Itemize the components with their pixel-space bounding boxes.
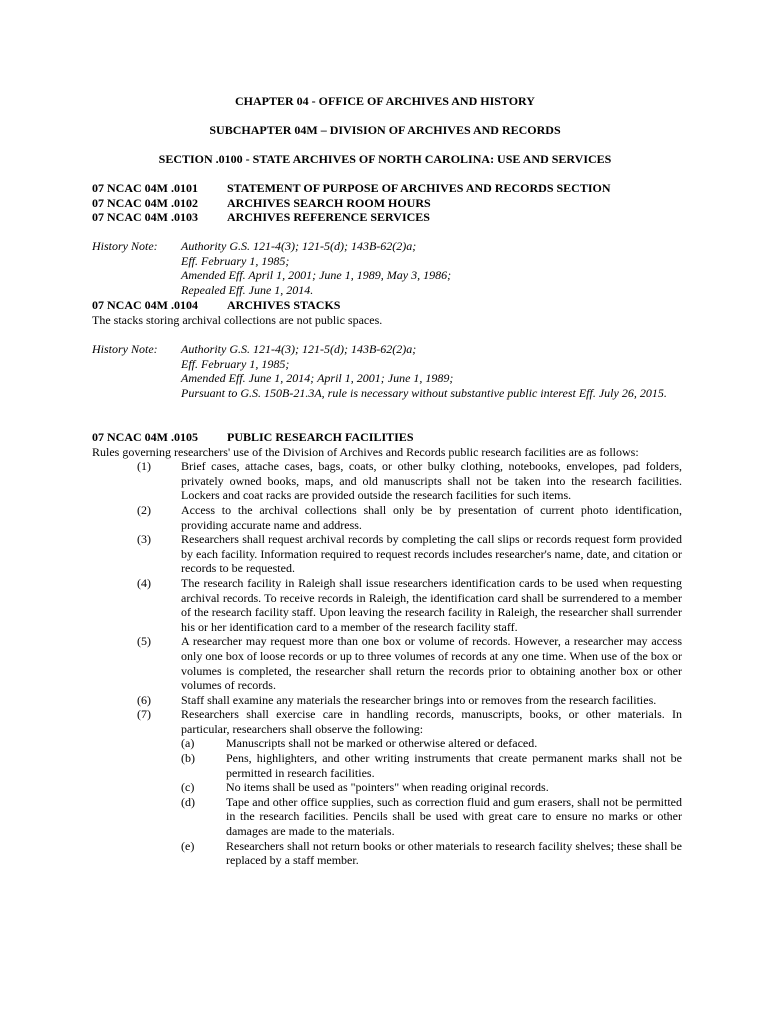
rule-0102: [92, 196, 431, 211]
sub-item-text: Manuscripts shall not be marked or otherwise altered or defaced.: [226, 736, 538, 751]
item-text: Brief cases, attache cases, bags, coats, or other bulky clothing, notebooks, envelopes, pad folders, privately owned books, maps, and old manuscripts shall not be taken into the research facilities. Lockers and coat racks are provided outside the research facilities for such items.: [181, 459, 682, 503]
sub-list-item: [181, 780, 682, 795]
rule-number: 07 NCAC 04M .0103: [92, 210, 198, 225]
history-line: Amended Eff. June 1, 2014; April 1, 2001; June 1, 1989;: [181, 371, 454, 386]
sub-item-text: Researchers shall not return books or other materials to research facility shelves; these shall be replaced by a staff member.: [226, 838, 682, 868]
history-line: Eff. February 1, 1985;: [181, 356, 290, 371]
list-item: [92, 707, 682, 868]
rule-0105-list: [92, 459, 682, 868]
rule-title: ARCHIVES SEARCH ROOM HOURS: [227, 195, 431, 210]
history-label: History Note:: [92, 239, 158, 253]
list-item: [92, 503, 682, 532]
history-line: Authority G.S. 121-4(3); 121-5(d); 143B-62(2)a;: [181, 239, 417, 253]
list-item: [92, 459, 682, 503]
history-line: Eff. February 1, 1985;: [181, 253, 290, 268]
item-marker: (5): [137, 634, 151, 649]
item-marker: (4): [137, 575, 151, 590]
history-note-1: [92, 239, 682, 297]
list-item: [92, 693, 682, 708]
rule-0104-text: The stacks storing archival collections are not public spaces.: [92, 313, 383, 327]
sub-item-text: Pens, highlighters, and other writing instruments that create permanent marks shall not be permitted in research facilities.: [226, 751, 682, 780]
history-line: Pursuant to G.S. 150B-21.3A, rule is necessary without substantive public interest Eff. July 26, 2015.: [181, 385, 667, 400]
item-text: Staff shall examine any materials the researcher brings into or removes from the research facilities.: [181, 692, 657, 707]
sub-item-marker: (e): [181, 838, 195, 853]
rule-0103: [92, 210, 430, 225]
list-item: [92, 576, 682, 634]
rule-title: STATEMENT OF PURPOSE OF ARCHIVES AND RECORDS SECTION: [227, 181, 611, 195]
list-item: [92, 532, 682, 576]
item-text: Researchers shall exercise care in handling records, manuscripts, books, or other materials. In particular, researchers shall observe the following:: [181, 707, 682, 736]
rule-0101: [92, 181, 611, 196]
item-text: A researcher may request more than one box or volume of records. However, a researcher may access only one box of loose records or up to three volumes of records at any one time. When use of the box or volumes is completed, the researcher shall return the records prior to obtaining another box or other volumes of records.: [181, 634, 682, 693]
item-text: Researchers shall request archival records by completing the call slips or records request form provided by each facility. Information required to request records includes researcher's name, date, and citation or records to be requested.: [181, 532, 682, 576]
rule-0105: [92, 430, 414, 445]
rule-0104: [92, 298, 340, 313]
section-heading: SECTION .0100 - STATE ARCHIVES OF NORTH CAROLINA: USE AND SERVICES: [158, 152, 612, 166]
history-note-2: [92, 342, 682, 400]
history-line: Amended Eff. April 1, 2001; June 1, 1989, May 3, 1986;: [181, 268, 452, 283]
rule-number: 07 NCAC 04M .0101: [92, 181, 198, 195]
rule-title: ARCHIVES STACKS: [227, 298, 341, 312]
item-marker: (6): [137, 692, 151, 707]
sub-list-item: [181, 839, 682, 868]
item-text: Access to the archival collections shall only be by presentation of current photo identification, providing accurate name and address.: [181, 502, 682, 532]
sub-item-text: No items shall be used as "pointers" when reading original records.: [226, 780, 549, 795]
item-marker: (2): [137, 502, 151, 517]
rule-title: PUBLIC RESEARCH FACILITIES: [227, 430, 414, 444]
rule-number: 07 NCAC 04M .0102: [92, 195, 198, 210]
subchapter-heading: SUBCHAPTER 04M – DIVISION OF ARCHIVES AND RECORDS: [209, 123, 561, 137]
sub-item-marker: (d): [181, 794, 195, 809]
sub-list-item: [181, 736, 682, 751]
chapter-heading: CHAPTER 04 - OFFICE OF ARCHIVES AND HISTORY: [235, 94, 535, 108]
rule-number: 07 NCAC 04M .0105: [92, 430, 198, 444]
sub-list: [181, 736, 682, 867]
item-text: The research facility in Raleigh shall issue researchers identification cards to be used when requesting archival records. To receive records in Raleigh, the identification card shall be surrendered to a member of the research facility staff. Upon leaving the research facility in Raleigh, the researcher shall surrender his or her identification card to a member of the research facility staff.: [181, 575, 682, 634]
history-label: History Note:: [92, 342, 158, 356]
history-line: Authority G.S. 121-4(3); 121-5(d); 143B-62(2)a;: [181, 342, 417, 356]
rule-title: ARCHIVES REFERENCE SERVICES: [227, 210, 430, 225]
rule-0105-intro: Rules governing researchers' use of the Division of Archives and Records public research facilities are as follows:: [92, 444, 639, 459]
sub-list-item: [181, 795, 682, 839]
item-marker: (1): [137, 459, 151, 474]
history-line: Repealed Eff. June 1, 2014.: [181, 282, 314, 297]
sub-item-marker: (a): [181, 736, 195, 751]
list-item: [92, 634, 682, 692]
sub-list-item: [181, 751, 682, 780]
sub-item-marker: (c): [181, 780, 195, 795]
rule-number: 07 NCAC 04M .0104: [92, 298, 198, 312]
item-marker: (3): [137, 532, 151, 547]
item-marker: (7): [137, 707, 151, 722]
sub-item-marker: (b): [181, 751, 195, 766]
sub-item-text: Tape and other office supplies, such as correction fluid and gum erasers, shall not be permitted in the research facilities. Pencils shall be used with great care to ensure no marks or other damages are made to the materials.: [226, 794, 682, 839]
